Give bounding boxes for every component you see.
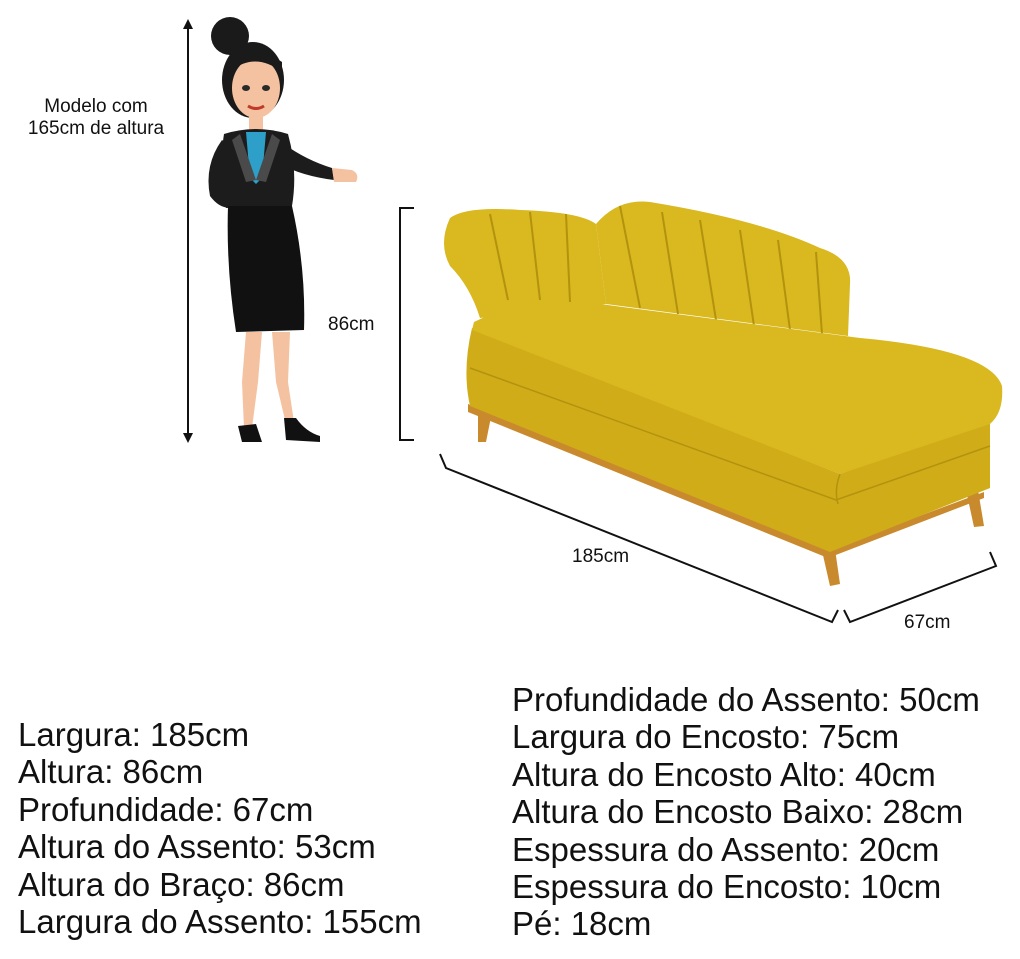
width-label: 185cm	[572, 546, 630, 567]
spec-item: Altura do Encosto Baixo: 28cm	[512, 793, 964, 831]
depth-label: 67cm	[904, 612, 951, 633]
height-label: 86cm	[328, 314, 375, 335]
model-height-label: Modelo com 165cm de altura	[27, 96, 165, 139]
spec-item: Profundidade do Assento: 50cm	[512, 681, 980, 718]
spec-item: Pé: 18cm	[512, 905, 652, 943]
spec-item: Altura do Encosto Alto: 40cm	[512, 755, 936, 793]
specs-left-list	[18, 716, 422, 940]
spec-item: Largura: 185cm	[18, 716, 250, 753]
chaise-sofa	[444, 201, 1002, 586]
spec-item: Altura: 86cm	[18, 753, 204, 791]
spec-item: Largura do Assento: 155cm	[18, 903, 422, 941]
spec-item: Altura do Assento: 53cm	[18, 828, 376, 866]
woman-model-figure	[209, 17, 358, 442]
spec-item: Espessura do Encosto: 10cm	[512, 868, 942, 906]
spec-item: Espessura do Assento: 20cm	[512, 830, 940, 868]
spec-item: Profundidade: 67cm	[18, 790, 314, 828]
spec-item: Altura do Braço: 86cm	[18, 865, 345, 903]
spec-item: Largura do Encosto: 75cm	[512, 718, 900, 756]
height-bracket	[400, 208, 414, 440]
specs-right-list	[512, 681, 980, 943]
